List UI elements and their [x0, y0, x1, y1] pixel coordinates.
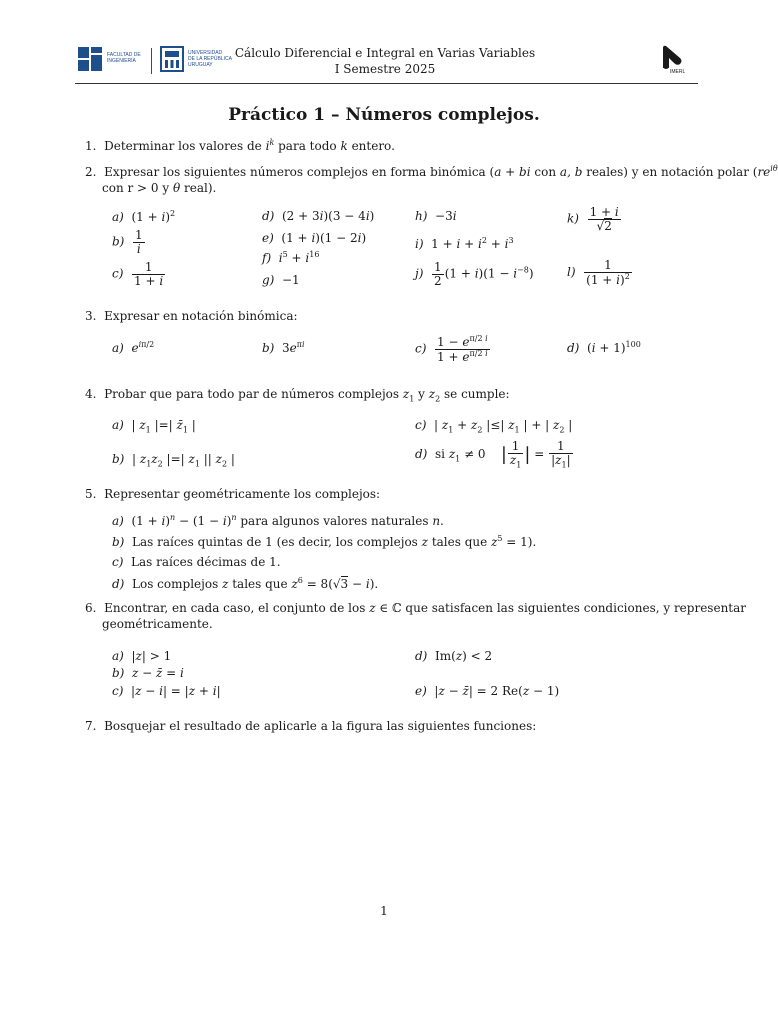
e5-item-c: c) Las raíces décimas de 1. — [112, 555, 281, 569]
exercise-6-line2: geométricamente. — [102, 617, 213, 631]
e6-item-a: a) |z| > 1 — [112, 649, 172, 663]
udelar-logo-text-1: UNIVERSIDAD — [188, 50, 223, 56]
udelar-logo-text-3: URUGUAY — [188, 62, 213, 68]
imerl-logo-text: IMERL — [670, 69, 686, 75]
e2-item-l: l) $\frac{1}{(1 + i)^2}$ — [567, 258, 630, 287]
e2-item-g: g) −1 — [262, 273, 300, 287]
e3-item-b: b) $3e^{\pi i}$ — [262, 340, 305, 355]
exercise-number: 7. — [85, 719, 97, 733]
logo-divider — [151, 48, 152, 74]
semester: I Semestre 2025 — [334, 62, 436, 76]
exercise-2-line2: con r > 0 y θ real). — [102, 181, 217, 195]
fing-emblem-icon — [77, 46, 103, 72]
exercise-number: 6. — [85, 601, 97, 615]
exercise-6: 6. Encontrar, en cada caso, el conjunto de los z ∈ ℂ que satisfacen las siguientes condiciones, y representar — [85, 601, 747, 615]
e2-item-j: j) $\frac{1}{2}$ $(1 + i)(1 - i^{-8})$ — [415, 260, 534, 288]
e6-item-d: d) Im(z) < 2 — [415, 649, 493, 663]
e4-item-d: d) si $z_1 \ne 0$ | $\frac{1}{z_1}$ | = $\frac{1}{|z_1|}$ — [415, 439, 571, 469]
e2-item-f: f) $i^5 + i^{16}$ — [262, 250, 320, 265]
fing-logo — [77, 46, 147, 74]
e2-item-a: a) $(1 + i)^2$ — [112, 209, 176, 224]
page-number: 1 — [380, 904, 388, 918]
exercise-4: 4. Probar que para todo par de números complejos $z_1$ y $z_2$ se cumple: — [85, 387, 510, 404]
e2-item-b: b) $\frac{1}{i}$ — [112, 228, 143, 256]
e4-item-b: b) | $z_1z_2$ |=| $z_1$ || $z_2$ | — [112, 452, 235, 469]
e2-item-h: h) −3i — [415, 209, 457, 223]
page-title: Práctico 1 – Números complejos. — [228, 105, 540, 125]
e4-item-a: a) | $z_1$ |=| $z̄_1$ | — [112, 418, 196, 435]
e3-item-c: c) $\frac{1 - e^{\pi/2 i}}{1 + e^{\pi/2 i}}$ — [415, 334, 488, 364]
exercise-2: 2. Expresar los siguientes números complejos en forma binómica (a + bi con a, b reales) y en notación polar ($re^{i\theta}$ — [85, 164, 778, 179]
e2-item-k: k) $\frac{1 + i}{√2}$ — [567, 205, 619, 233]
exercise-number: 2. — [85, 165, 97, 179]
e6-item-e: e) |z − z̄| = 2 Re(z − 1) — [415, 684, 560, 698]
exercise-1: 1. Determinar los valores de $i^k$ para todo k entero. — [85, 138, 395, 153]
imerl-emblem-icon — [660, 44, 684, 70]
exercise-7: 7. Bosquejar el resultado de aplicarle a la figura las siguientes funciones: — [85, 719, 537, 733]
e6-item-b: b) z − z̄ = i — [112, 666, 184, 680]
exercise-number: 5. — [85, 487, 97, 501]
e4-item-c: c) | $z_1 + z_2$ |≤| $z_1$ | + | $z_2$ | — [415, 418, 573, 435]
course-name: Cálculo Diferencial e Integral en Varias Variables — [234, 46, 536, 60]
fing-logo-text-2: INGENIERÍA — [107, 58, 136, 64]
exercise-number: 4. — [85, 387, 97, 401]
exercise-5: 5. Representar geométricamente los complejos: — [85, 487, 381, 501]
e3-item-d: d) $(i + 1)^{100}$ — [567, 340, 641, 355]
e5-item-a: a) $(1 + i)^n - (1 - i)^n$ para algunos valores naturales n. — [112, 513, 444, 528]
e5-item-b: b) Las raíces quintas de 1 (es decir, los complejos z tales que $z^5 = 1$). — [112, 534, 537, 549]
exercise-3: 3. Expresar en notación binómica: — [85, 309, 298, 323]
e5-item-d: d) Los complejos z tales que $z^6 = 8(√3 - i)$. — [112, 576, 379, 591]
e2-item-d: d) (2 + 3i)(3 − 4i) — [262, 209, 375, 223]
udelar-emblem-icon — [160, 46, 184, 72]
e6-item-c: c) |z − i| = |z + i| — [112, 684, 221, 698]
exercise-number: 1. — [85, 139, 97, 153]
e2-item-i: i) $1 + i + i^2 + i^3$ — [415, 236, 514, 251]
fing-logo-text-1: FACULTAD DE — [107, 52, 141, 58]
e2-item-c: c) $\frac{1}{1 + i}$ — [112, 260, 164, 288]
udelar-logo-text-2: DE LA REPÚBLICA — [188, 56, 232, 62]
exercise-number: 3. — [85, 309, 97, 323]
e3-item-a: a) $e^{i\pi/2}$ — [112, 340, 155, 355]
header-rule — [75, 83, 698, 84]
imerl-logo — [660, 44, 696, 78]
e2-item-e: e) (1 + i)(1 − 2i) — [262, 231, 367, 245]
